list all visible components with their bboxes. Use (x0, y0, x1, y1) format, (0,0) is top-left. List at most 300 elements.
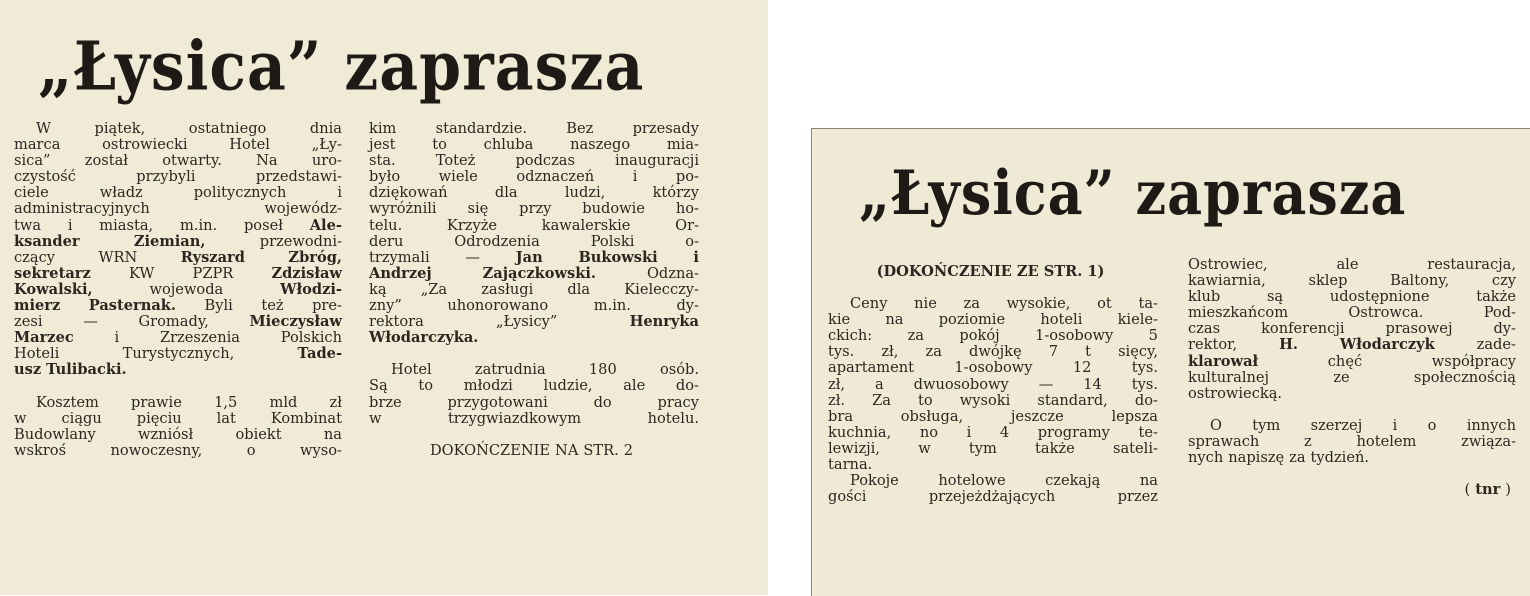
text-line (14, 346, 342, 362)
word: 1) (1087, 263, 1105, 280)
word: Polski (590, 232, 635, 250)
word: hotelem (1356, 432, 1417, 450)
word: lat (216, 409, 236, 427)
word: dnia (309, 120, 342, 137)
word: przesady (632, 120, 699, 137)
word: Hoteli (14, 345, 60, 363)
word: kim (369, 120, 397, 137)
word: ale (1336, 256, 1359, 273)
word: zatrudnia (474, 361, 546, 379)
word: telu. (369, 216, 403, 234)
word: przy (519, 200, 552, 218)
text-line (369, 395, 699, 411)
word: prawie (131, 393, 182, 411)
word: miasta, (99, 216, 154, 234)
word: Pokoje (850, 472, 899, 490)
word: kiele- (1117, 311, 1158, 329)
text-line (369, 330, 699, 346)
text-line (828, 312, 1158, 328)
word: wysokie, (1006, 295, 1071, 313)
word: 1,5 (214, 393, 238, 411)
word: Pod- (1483, 304, 1516, 322)
word: też (261, 297, 284, 315)
word: Za (872, 391, 891, 409)
word: t (1085, 343, 1091, 361)
text-line (14, 395, 342, 411)
paragraph-gap (1188, 466, 1516, 482)
word: do- (675, 377, 699, 395)
word: a (874, 375, 884, 393)
word: są (1266, 288, 1284, 306)
word: ho- (675, 200, 699, 218)
word: podczas (515, 152, 575, 170)
word: czystość (14, 168, 76, 186)
word: sateli- (1112, 439, 1158, 457)
text-line (1188, 289, 1516, 305)
word: sprawach (1188, 432, 1260, 450)
word: 1-osobowy (954, 359, 1033, 377)
word: rektora (369, 313, 424, 331)
word: wyso- (300, 441, 342, 459)
word: i (1392, 416, 1398, 434)
word: dy- (676, 297, 699, 315)
word: zł (329, 393, 342, 411)
word: NA (555, 441, 579, 459)
word: ostrowiecką. (1188, 384, 1283, 402)
word: tys. (828, 343, 855, 361)
word: te- (1138, 423, 1158, 441)
word: Ale- (309, 216, 342, 234)
word: Kowalski, (14, 280, 93, 298)
word: kulturalnej (1188, 368, 1270, 386)
word: wojewódz- (264, 200, 342, 218)
word: ką (369, 280, 387, 298)
word: 180 (588, 361, 617, 379)
word: i (67, 216, 73, 234)
word: trzymali (369, 248, 430, 266)
word: „Ły- (311, 136, 342, 154)
word: za (907, 327, 924, 345)
word: pracy (657, 393, 699, 411)
word: o (246, 441, 256, 459)
text-line (14, 314, 342, 330)
word: Hotel (229, 136, 270, 154)
text-line (14, 234, 342, 250)
text-line (14, 137, 342, 153)
text-line (828, 377, 1158, 393)
word: było (369, 168, 401, 186)
text-line (14, 250, 342, 266)
word: Toteż (435, 152, 476, 170)
headline: „Łysica” zaprasza (38, 28, 645, 107)
text-line (369, 298, 699, 314)
word: 12 (1072, 359, 1092, 377)
word: także (1035, 439, 1075, 457)
word: twa (14, 216, 42, 234)
word: Włodzi- (280, 280, 342, 298)
word: Byli (204, 297, 233, 315)
word: udostępnione (1329, 288, 1430, 306)
word: poziomie (938, 311, 1006, 329)
text-line (369, 153, 699, 169)
word: Krzyże (446, 216, 498, 234)
text-line (1188, 450, 1516, 466)
word: Henryka (629, 313, 699, 331)
word: nych (1188, 449, 1224, 467)
word: i (114, 329, 120, 347)
word: ludzie, (543, 377, 593, 395)
word: lewizji, (828, 439, 880, 457)
word: programy (1037, 423, 1110, 441)
word: Bukowski (578, 248, 658, 266)
text-line (828, 489, 1158, 505)
word: obsługa, (900, 407, 964, 425)
word: Bez (566, 120, 594, 137)
word: brze (369, 393, 402, 411)
word: o (1427, 416, 1437, 434)
word: sta. (369, 152, 396, 170)
word: prasowej (1385, 320, 1453, 338)
word: sekretarz (14, 264, 91, 282)
word: przedstawi- (255, 168, 342, 186)
word: współpracy (1431, 352, 1516, 370)
word: przygotowani (447, 393, 548, 411)
word: przez (1117, 488, 1158, 506)
word: zł. (828, 391, 846, 409)
headline: „Łysica” zaprasza (859, 157, 1407, 229)
word: DOKOŃCZENIE (429, 441, 551, 459)
word: rektor, (1188, 336, 1238, 354)
word: zny” (369, 297, 402, 315)
word: „Łysicy” (496, 313, 558, 331)
text-line (1188, 434, 1516, 450)
word: ale (623, 377, 646, 395)
text-line (828, 393, 1158, 409)
word: marca (14, 136, 61, 154)
word: ciele (14, 184, 49, 202)
word: Zajączkowski. (482, 264, 597, 282)
word: wyróżnili (369, 200, 437, 218)
text-line (828, 360, 1158, 376)
word: tys. (1131, 359, 1158, 377)
text-line (14, 330, 342, 346)
word: administracyjnych (14, 200, 150, 218)
word: apartament (828, 359, 915, 377)
word: ostrowiecki (102, 136, 188, 154)
word: napiszę (1228, 449, 1285, 467)
word: Marzec (14, 329, 74, 347)
paragraph-gap (369, 346, 699, 362)
word: WRN (98, 248, 138, 266)
word: no (919, 423, 938, 441)
text-line (369, 250, 699, 266)
word: Zbróg, (288, 248, 342, 266)
word: piątek, (94, 120, 146, 137)
word: m.in. (593, 297, 631, 315)
word: dla (494, 184, 518, 202)
word: jest (369, 136, 396, 154)
word: odznaczeń (516, 168, 595, 186)
word: został (84, 152, 129, 170)
word: dwuosobowy (913, 375, 1009, 393)
word: do (593, 393, 612, 411)
text-line (14, 298, 342, 314)
word: zesi (14, 313, 43, 331)
word: Or- (675, 216, 699, 234)
word: na (1139, 472, 1158, 490)
text-line (369, 218, 699, 234)
word: ot (1097, 295, 1112, 313)
word: 2 (623, 441, 634, 459)
text-line (369, 378, 699, 394)
word: uhonorowano (447, 297, 549, 315)
word: w (369, 409, 382, 427)
word: przewodni- (259, 232, 342, 250)
word: STR. (1043, 263, 1083, 280)
word: lepsza (1111, 407, 1158, 425)
paragraph-gap (828, 280, 1158, 296)
word: osób. (659, 361, 699, 379)
word: kawalerskie (541, 216, 631, 234)
word: po- (675, 168, 699, 186)
text-line (828, 425, 1158, 441)
word: zade- (1476, 336, 1516, 354)
text-line (14, 362, 342, 378)
word: tnr (1475, 481, 1501, 499)
word: za (925, 343, 942, 361)
text-line (369, 121, 699, 137)
word: kawiarnia, (1188, 272, 1266, 290)
word: chęć (1327, 352, 1363, 370)
text-line (1188, 370, 1516, 386)
text-line (1188, 386, 1516, 402)
word: uro- (311, 152, 342, 170)
word: ksander (14, 232, 80, 250)
word: ckich: (828, 327, 873, 345)
word: nowoczesny, (110, 441, 203, 459)
text-line (14, 185, 342, 201)
text-line (1188, 418, 1516, 434)
word: pre- (312, 297, 342, 315)
word: usz (14, 361, 42, 379)
word: gości (828, 488, 867, 506)
text-line (828, 473, 1158, 489)
text-line (1188, 305, 1516, 321)
word: Są (369, 377, 388, 395)
article-column-2 (369, 121, 699, 459)
word: i (966, 423, 972, 441)
word: wzniósł (138, 425, 194, 443)
word: to (918, 391, 933, 409)
word: hotelu. (647, 409, 699, 427)
text-line (828, 328, 1158, 344)
newspaper-clipping-2 (811, 128, 1530, 596)
word: ta- (1138, 295, 1158, 313)
word: Andrzej (369, 264, 432, 282)
word: 14 (1083, 375, 1102, 393)
word: inauguracji (615, 152, 699, 170)
word: „Za (420, 280, 448, 298)
word: społecznością (1413, 368, 1516, 386)
text-line (369, 362, 699, 378)
word: Odrodzenia (454, 232, 540, 250)
word: Pasternak. (88, 297, 176, 315)
word: m.in. (179, 216, 218, 234)
word: Turystycznych, (122, 345, 235, 363)
word: KW (128, 264, 155, 282)
word: się (467, 200, 489, 218)
word: mia- (666, 136, 699, 154)
text-line (369, 234, 699, 250)
word: za (963, 295, 980, 313)
text-line (369, 266, 699, 282)
word: mierz (14, 297, 61, 315)
article-column-1 (14, 121, 342, 459)
text-line (14, 201, 342, 217)
word: Kielecczy- (624, 280, 699, 298)
word: W (36, 120, 51, 137)
word: ) (1505, 481, 1511, 499)
word: ( (1464, 481, 1471, 499)
word: czekają (1045, 472, 1101, 490)
word: — (1038, 375, 1054, 393)
word: Włodarczyk (1339, 336, 1435, 354)
word: związa- (1461, 432, 1516, 450)
word: zł, (828, 375, 846, 393)
word: sięcy, (1118, 343, 1158, 361)
text-line (828, 409, 1158, 425)
word: jeszcze (1010, 407, 1064, 425)
text-line (369, 185, 699, 201)
text-line (1188, 482, 1516, 498)
word: tydzień. (1310, 449, 1370, 467)
word: standardzie. (435, 120, 528, 137)
word: budowie (582, 200, 645, 218)
word: bra (828, 407, 854, 425)
word: chluba (483, 136, 534, 154)
word: tym (968, 439, 997, 457)
word: Tulibacki. (46, 361, 127, 379)
word: Budowlany (14, 425, 96, 443)
word: Kombinat (270, 409, 342, 427)
word: naszego (570, 136, 631, 154)
word: Gromady, (138, 313, 209, 331)
word: Ostrowca. (1348, 304, 1424, 322)
word: Zdzisław (271, 264, 342, 282)
word: 4 (999, 423, 1010, 441)
text-line (1188, 321, 1516, 337)
word: którzy (652, 184, 699, 202)
text-line (14, 282, 342, 298)
word: władz (99, 184, 143, 202)
text-line (369, 282, 699, 298)
word: Odzna- (646, 264, 699, 282)
text-line (369, 411, 699, 427)
word: ludzi, (564, 184, 606, 202)
word: wysoki (959, 391, 1011, 409)
word: H. (1279, 336, 1298, 354)
text-line (1188, 257, 1516, 273)
word: Ziemian, (133, 232, 206, 250)
word: Ceny (850, 295, 888, 313)
text-line (1188, 273, 1516, 289)
text-line (828, 457, 1158, 473)
text-line (369, 314, 699, 330)
text-line (1188, 337, 1516, 353)
word: Baltony, (1390, 272, 1450, 290)
word: Hotel (391, 361, 432, 379)
word: trzygwiazdkowym (447, 409, 582, 427)
word: ZE (1016, 263, 1039, 280)
word: — (83, 313, 98, 331)
word: klub (1188, 288, 1221, 306)
word: zasługi (481, 280, 534, 298)
text-line (14, 427, 342, 443)
word: konferencji (1261, 320, 1345, 338)
word: nie (914, 295, 937, 313)
text-line (828, 296, 1158, 312)
word: zł, (881, 343, 899, 361)
text-line (828, 344, 1158, 360)
word: Polskich (280, 329, 342, 347)
word: hotelowe (938, 472, 1006, 490)
word: pięciu (136, 409, 182, 427)
word: w (918, 439, 931, 457)
word: czący (14, 248, 55, 266)
word: wojewoda (149, 280, 224, 298)
word: pokój (959, 327, 1000, 345)
word: otwarty. (162, 152, 222, 170)
word: ze (1333, 368, 1350, 386)
word: i (693, 248, 699, 266)
word: tym (1252, 416, 1281, 434)
word: dwójkę (968, 343, 1022, 361)
word: na (323, 425, 342, 443)
word: Mieczysław (249, 313, 342, 331)
article-column-2 (1188, 257, 1516, 498)
word: dy- (1493, 320, 1516, 338)
word: do- (1134, 391, 1158, 409)
text-line (14, 411, 342, 427)
paragraph-gap (14, 379, 342, 395)
text-line (14, 443, 342, 459)
word: PZPR (192, 264, 234, 282)
text-line (14, 153, 342, 169)
word: 1-osobowy (1035, 327, 1114, 345)
word: O (1210, 416, 1222, 434)
word: dziękowań (369, 184, 448, 202)
word: sklep (1308, 272, 1348, 290)
word: (DOKOŃCZENIE (876, 263, 1012, 280)
text-line (369, 443, 699, 459)
word: deru (369, 232, 404, 250)
text-line (369, 201, 699, 217)
word: z (1304, 432, 1312, 450)
word: 7 (1048, 343, 1058, 361)
word: hoteli (1040, 311, 1083, 329)
text-line (828, 264, 1158, 280)
word: restauracja, (1427, 256, 1516, 273)
word: ostatniego (188, 120, 267, 137)
word: 5 (1148, 327, 1158, 345)
text-line (14, 218, 342, 234)
word: tarna. (828, 456, 873, 474)
word: tys. (1131, 375, 1158, 393)
word: i (337, 184, 342, 202)
word: wiele (438, 168, 478, 186)
word: w (14, 409, 27, 427)
text-line (14, 169, 342, 185)
